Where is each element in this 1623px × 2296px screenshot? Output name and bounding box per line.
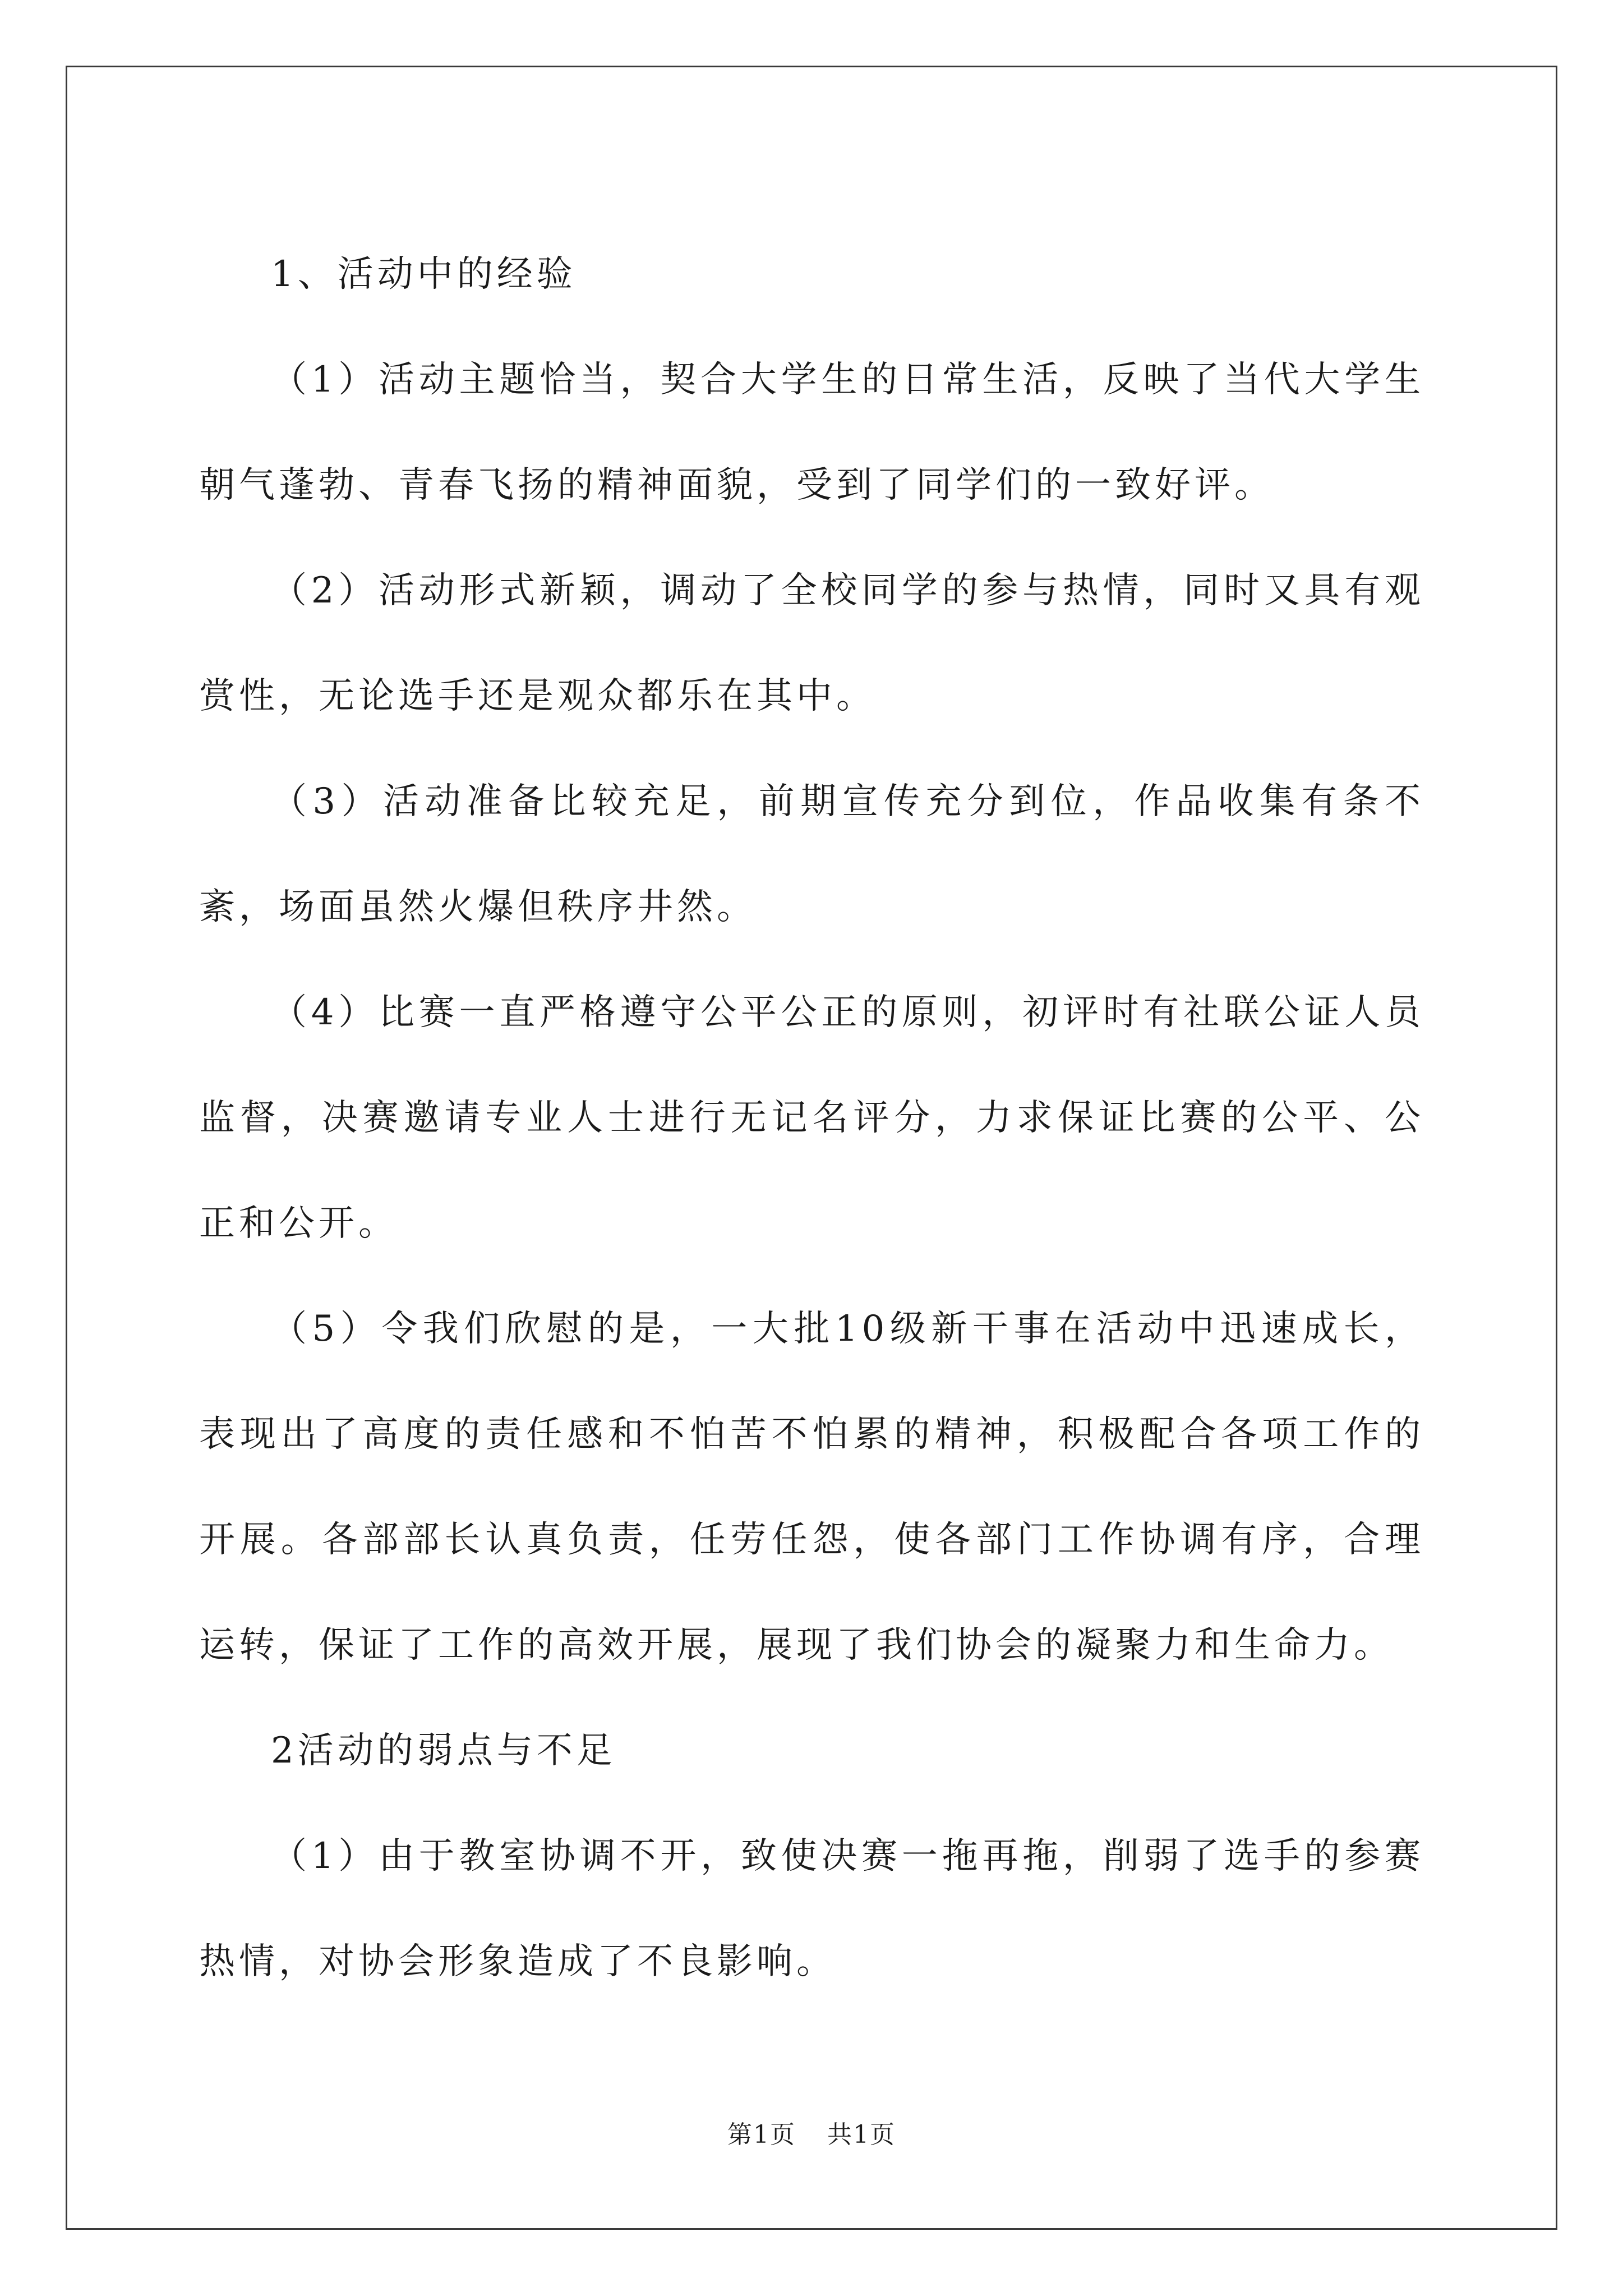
page-footer bbox=[0, 2118, 1623, 2152]
document-body bbox=[199, 222, 1424, 2014]
paragraph-weakness-1: （1）由于教室协调不开，致使决赛一拖再拖，削弱了选手的参赛热情，对协会形象造成了不良影响。 bbox=[199, 1835, 1424, 1982]
paragraph-point-1: （1）活动主题恰当，契合大学生的日常生活，反映了当代大学生朝气蓬勃、青春飞扬的精神面貌，受到了同学们的一致好评。 bbox=[199, 359, 1424, 506]
paragraph-point-5: （5）令我们欣慰的是，一大批10级新干事在活动中迅速成长，表现出了高度的责任感和不怕苦不怕累的精神，积极配合各项工作的开展。各部部长认真负责，任劳任怨，使各部门工作协调有序，合理运转，保证了工作的高效开展，展现了我们协会的凝聚力和生命力。 bbox=[199, 1308, 1424, 1666]
paragraph-point-4: （4）比赛一直严格遵守公平公正的原则，初评时有社联公证人员监督，决赛邀请专业人士进行无记名评分，力求保证比赛的公平、公正和公开。 bbox=[199, 992, 1424, 1244]
section-heading-weaknesses: 2活动的弱点与不足 bbox=[271, 1730, 616, 1772]
paragraph-point-3: （3）活动准备比较充足，前期宣传充分到位，作品收集有条不紊，场面虽然火爆但秩序井然。 bbox=[199, 781, 1424, 928]
page-number-total: 共1页 bbox=[827, 2120, 896, 2149]
paragraph-point-2: （2）活动形式新颖，调动了全校同学的参与热情，同时又具有观赏性，无论选手还是观众都乐在其中。 bbox=[199, 570, 1424, 717]
section-heading-experience: 1、活动中的经验 bbox=[271, 254, 577, 295]
page-number-current: 第1页 bbox=[727, 2120, 796, 2149]
